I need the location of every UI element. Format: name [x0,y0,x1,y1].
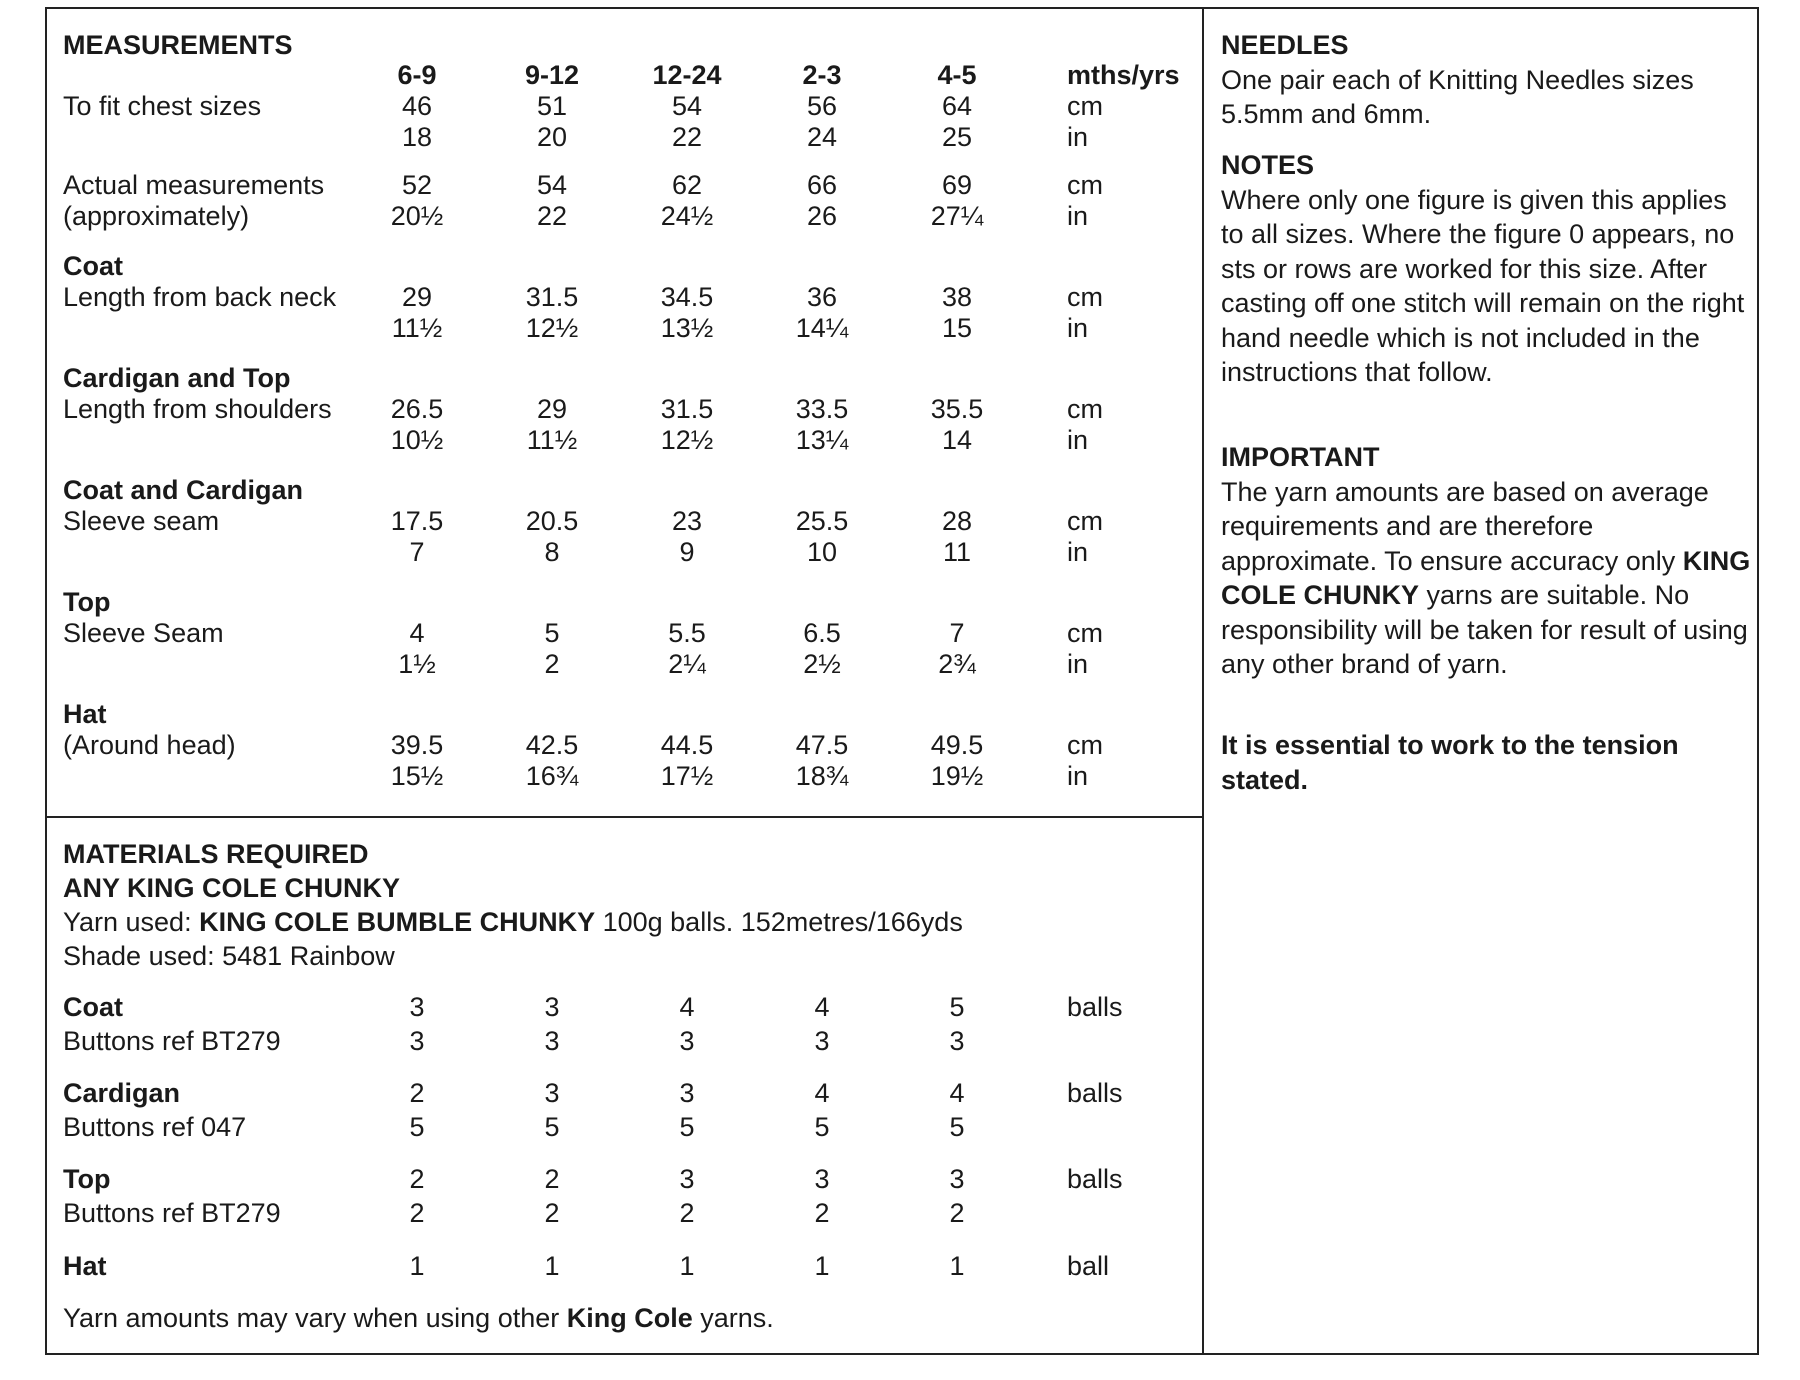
in-value: 8 [544,537,560,567]
in-value: 13¼ [795,425,849,455]
cm-value: 64 [941,91,973,121]
button-quantity: 2 [544,1198,560,1228]
notes-block [1221,148,1751,390]
ball-quantity: 1 [544,1251,560,1281]
cm-value: 51 [536,91,568,121]
ball-unit: balls [1067,1078,1123,1108]
size-header: 12-24 [652,60,722,90]
cm-value: 34.5 [660,282,714,312]
button-quantity: 3 [814,1026,830,1056]
button-quantity: 3 [544,1026,560,1056]
ball-quantity: 2 [544,1164,560,1194]
materials-title: MATERIALS REQUIRED [63,839,369,869]
size-header: 4-5 [937,60,977,90]
materials-subtitle: ANY KING COLE CHUNKY [63,873,401,903]
in-value: 18 [401,122,433,152]
in-value: 11 [942,537,972,567]
notes-title: NOTES [1221,150,1315,180]
buttons-label: Buttons ref 047 [63,1112,247,1142]
ball-quantity: 3 [409,992,425,1022]
in-value: 2¾ [938,649,976,679]
in-value: 2¼ [668,649,706,679]
ball-quantity: 2 [409,1164,425,1194]
in-value: 11½ [526,425,578,455]
row-heading: Top [63,587,111,617]
cm-value: 6.5 [803,618,841,648]
cm-value: 47.5 [795,730,849,760]
material-item-name: Coat [63,992,123,1022]
unit-cm-label: cm [1067,394,1103,424]
in-value: 12½ [660,425,714,455]
cm-value: 38 [941,282,973,312]
material-item-name: Top [63,1164,111,1194]
in-value: 10½ [390,425,444,455]
row-heading: Coat and Cardigan [63,475,304,505]
button-quantity: 2 [814,1198,830,1228]
row-label: Actual measurements [63,170,325,200]
important-brand: KING COLE CHUNKY [1221,545,1751,610]
in-value: 12½ [525,313,579,343]
cm-value: 69 [941,170,973,200]
cm-value: 25.5 [795,506,849,536]
unit-in-label: in [1067,313,1089,343]
cm-value: 42.5 [525,730,579,760]
yarn-used-line [63,907,963,938]
ball-quantity: 3 [679,1164,695,1194]
unit-in-label: in [1067,201,1089,231]
button-quantity: 5 [409,1112,425,1142]
unit-in-label: in [1067,537,1089,567]
row-label: Sleeve Seam [63,618,224,648]
important-text-after: yarns are suitable. No responsibility will be taken for result of using any other brand of yarn. [1221,580,1748,679]
row-label: Sleeve seam [63,506,220,536]
in-value: 16¾ [525,761,579,791]
in-value: 18¾ [795,761,849,791]
cm-value: 52 [401,170,433,200]
cm-value: 20.5 [525,506,579,536]
button-quantity: 2 [679,1198,695,1228]
ball-quantity: 4 [814,992,830,1022]
button-quantity: 2 [949,1198,965,1228]
cm-value: 4 [409,618,425,648]
in-value: 2 [544,649,560,679]
cm-value: 5 [544,618,560,648]
row-label: Length from back neck [63,282,337,312]
needles-block [1221,28,1751,132]
ball-quantity: 3 [544,992,560,1022]
ball-quantity: 4 [679,992,695,1022]
notes-text: Where only one figure is given this applies to all sizes. Where the figure 0 appears, no sts or rows are worked for this size. After casting off one stitch will remain on the right hand needle which is not included in the instructions that follow. [1221,184,1745,387]
ball-quantity: 3 [544,1078,560,1108]
cm-value: 33.5 [795,394,849,424]
cm-value: 26.5 [390,394,444,424]
in-value: 27¼ [930,201,984,231]
in-value: 7 [409,537,425,567]
footer-suffix: yarns. [692,1303,774,1333]
in-value: 20 [536,122,568,152]
section-divider [45,816,1204,818]
cm-value: 62 [671,170,703,200]
cm-value: 29 [536,394,568,424]
measurements-title: MEASUREMENTS [63,30,293,60]
row-heading: Hat [63,699,107,729]
ball-quantity: 1 [949,1251,965,1281]
in-value: 17½ [660,761,714,791]
buttons-label: Buttons ref BT279 [63,1026,281,1056]
cm-value: 31.5 [525,282,579,312]
in-value: 15 [941,313,973,343]
size-header: 6-9 [397,60,437,90]
in-value: 22 [671,122,703,152]
in-value: 26 [806,201,838,231]
materials-footer [63,1303,774,1334]
row-heading: Coat [63,251,123,281]
material-item-name: Cardigan [63,1078,181,1108]
button-quantity: 3 [409,1026,425,1056]
cm-value: 44.5 [660,730,714,760]
ball-quantity: 3 [949,1164,965,1194]
unit-cm-label: cm [1067,730,1103,760]
in-value: 14 [941,425,973,455]
cm-value: 17.5 [390,506,444,536]
shade-used: Shade used: 5481 Rainbow [63,941,395,971]
footer-prefix: Yarn amounts may vary when using other [63,1303,567,1333]
in-value: 2½ [803,649,841,679]
row-label: To fit chest sizes [63,91,262,121]
ball-quantity: 5 [949,992,965,1022]
in-value: 10 [806,537,838,567]
size-header: 9-12 [524,60,580,90]
ball-quantity: 4 [949,1078,965,1108]
buttons-label: Buttons ref BT279 [63,1198,281,1228]
button-quantity: 2 [409,1198,425,1228]
important-title: IMPORTANT [1221,442,1380,472]
cm-value: 31.5 [660,394,714,424]
cm-value: 7 [949,618,965,648]
needles-title: NEEDLES [1221,30,1349,60]
needles-text: One pair each of Knitting Needles sizes 5.5mm and 6mm. [1221,64,1694,129]
yarn-used-prefix: Yarn used: [63,907,200,937]
in-value: 22 [536,201,568,231]
unit-cm-label: cm [1067,506,1103,536]
ball-quantity: 2 [409,1078,425,1108]
unit-cm-label: cm [1067,170,1103,200]
in-value: 14¼ [795,313,849,343]
button-quantity: 5 [544,1112,560,1142]
row-label: (Around head) [63,730,236,760]
button-quantity: 5 [814,1112,830,1142]
important-block [1221,440,1751,682]
yarn-name: KING COLE BUMBLE CHUNKY [199,907,596,937]
in-value: 15½ [390,761,444,791]
ball-quantity: 1 [409,1251,425,1281]
unit-in-label: in [1067,649,1089,679]
important-text-before: The yarn amounts are based on average requirements and are therefore approximate. To ensure accuracy only [1221,476,1709,576]
unit-header: mths/yrs [1067,60,1180,90]
cm-value: 56 [806,91,838,121]
row-label-secondary: (approximately) [63,201,250,231]
cm-value: 35.5 [930,394,984,424]
ball-quantity: 1 [814,1251,830,1281]
ball-quantity: 3 [679,1078,695,1108]
unit-in-label: in [1067,425,1089,455]
in-value: 13½ [660,313,714,343]
ball-unit: balls [1067,992,1123,1022]
button-quantity: 5 [679,1112,695,1142]
in-value: 9 [679,537,695,567]
cm-value: 29 [401,282,433,312]
in-value: 25 [941,122,973,152]
cm-value: 36 [806,282,838,312]
size-header: 2-3 [802,60,842,90]
in-value: 19½ [930,761,984,791]
in-value: 20½ [390,201,444,231]
cm-value: 39.5 [390,730,444,760]
unit-cm-label: cm [1067,91,1103,121]
cm-value: 5.5 [668,618,706,648]
ball-quantity: 3 [814,1164,830,1194]
in-value: 11½ [391,313,443,343]
row-label: Length from shoulders [63,394,332,424]
footer-brand: King Cole [566,1303,693,1333]
unit-cm-label: cm [1067,282,1103,312]
unit-cm-label: cm [1067,618,1103,648]
button-quantity: 3 [679,1026,695,1056]
cm-value: 46 [401,91,433,121]
yarn-used-suffix: 100g balls. 152metres/166yds [595,907,963,937]
unit-in-label: in [1067,122,1089,152]
button-quantity: 3 [949,1026,965,1056]
in-value: 24 [806,122,838,152]
cm-value: 23 [671,506,703,536]
in-value: 24½ [660,201,714,231]
cm-value: 66 [806,170,838,200]
row-heading: Cardigan and Top [63,363,291,393]
ball-quantity: 4 [814,1078,830,1108]
cm-value: 54 [536,170,568,200]
unit-in-label: in [1067,761,1089,791]
ball-quantity: 1 [679,1251,695,1281]
ball-unit: ball [1067,1251,1110,1281]
material-item-name: Hat [63,1251,107,1281]
column-divider [1202,7,1204,1355]
cm-value: 49.5 [930,730,984,760]
cm-value: 54 [671,91,703,121]
tension-note: It is essential to work to the tension stated. [1221,730,1679,795]
cm-value: 28 [941,506,973,536]
in-value: 1½ [398,649,436,679]
button-quantity: 5 [949,1112,965,1142]
ball-unit: balls [1067,1164,1123,1194]
